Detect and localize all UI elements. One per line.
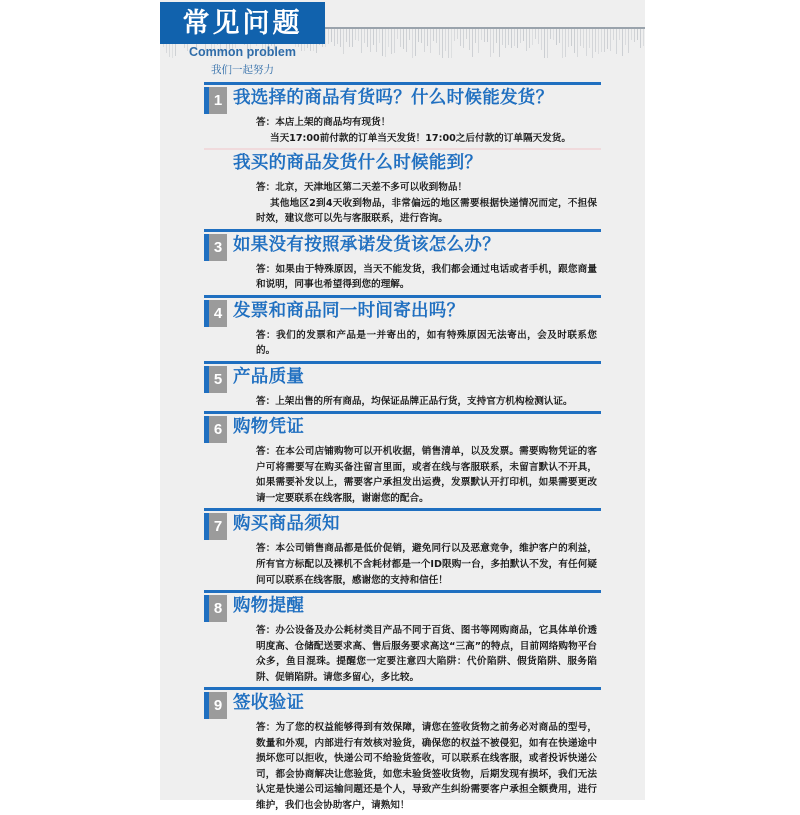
faq-number-badge: 7 [204, 513, 227, 540]
faq-item [160, 411, 645, 506]
faq-question-text: 如果没有按照承诺发货该怎么办？ [233, 234, 500, 255]
faq-answer-body: 当天17:00前付款的订单当天发货！17:00之后付款的订单隔天发货。 [270, 132, 571, 144]
faq-answer-text [204, 262, 601, 293]
faq-number-badge [204, 152, 227, 179]
faq-answer-label: 答： [256, 543, 276, 555]
faq-answer-label: 答： [256, 395, 276, 407]
faq-question-text: 购买商品须知 [233, 514, 340, 535]
faq-question-text: 发票和商品同一时间寄出吗？ [233, 300, 465, 321]
faq-number-badge: 6 [204, 416, 227, 443]
faq-answer-line [256, 328, 597, 359]
faq-answer-line [256, 720, 597, 813]
page-title: 常见问题 [182, 7, 303, 39]
faq-answer-line [256, 180, 597, 196]
faq-answer-label: 答： [256, 625, 276, 637]
faq-question-row[interactable] [182, 413, 623, 443]
faq-answer-line [256, 196, 597, 227]
faq-answer-label: 答： [256, 446, 276, 458]
faq-answer-line [256, 444, 597, 506]
faq-answer-body: 本公司销售商品都是低价促销，避免同行以及恶意竞争，维护客户的利益，所有官方标配以及裸机不含耗材都是一个ID限购一台，多拍默认不发，有任何疑问可以联系在线客服，感谢您的支持和信任！ [256, 543, 598, 586]
faq-question-text: 我选择的商品有货吗？什么时候能发货？ [233, 88, 554, 108]
faq-answer-body: 北京，天津地区第二天差不多可以收到物品！ [275, 182, 468, 194]
faq-answer-body: 我们的发票和产品是一并寄出的，如有特殊原因无法寄出，会及时联系您的。 [256, 329, 598, 357]
faq-question-text: 购物凭证 [233, 417, 305, 438]
faq-answer-text [204, 180, 601, 227]
faq-question-text: 购物提醒 [233, 596, 305, 617]
faq-question-text: 我买的商品发货什么时候能到？ [233, 153, 483, 174]
faq-answer-label: 答： [256, 329, 277, 341]
faq-question-row[interactable] [182, 149, 623, 179]
faq-number-badge: 4 [204, 300, 227, 327]
faq-answer-text [204, 115, 601, 146]
faq-answer-text [204, 720, 601, 813]
page-subtitle-zh: 我们一起努力 [211, 64, 274, 76]
faq-answer-line [256, 541, 597, 588]
faq-item [160, 82, 645, 146]
faq-item [160, 148, 645, 227]
faq-answer-body: 本店上架的商品均有现货！ [275, 117, 391, 128]
page-subtitle-en: Common problem [189, 45, 296, 59]
faq-list [160, 82, 645, 815]
faq-answer-body: 为了您的权益能够得到有效保障，请您在签收货物之前务必对商品的型号，数量和外观，内部进行有效核对验货，确保您的权益不被侵犯，如有在快递途中损坏您可以拒收，快递公司不给验货签收，可以联系在线客服，或者投诉快递公司，都会协商解决让您验货，如您未验货签收货物，后期发现有损坏，我们无法认定是快递公司运输问题还是个人，导致产生纠纷需要客户承担全额费用，进行维护，我们也会协助客户，请熟知！ [256, 722, 598, 811]
faq-answer-label: 答： [256, 722, 276, 734]
faq-question-row[interactable] [182, 363, 623, 393]
faq-answer-text [204, 444, 601, 506]
faq-question-row[interactable] [182, 510, 623, 540]
faq-answer-line [256, 623, 597, 685]
faq-item [160, 590, 645, 685]
faq-answer-label: 答： [256, 117, 276, 128]
faq-question-row[interactable] [182, 592, 623, 622]
faq-number-badge: 3 [204, 234, 227, 261]
faq-answer-body: 如果由于特殊原因，当天不能发货，我们都会通过电话或者手机，跟您商量和说明，同事也希望得到您的理解。 [256, 263, 598, 291]
faq-number-badge: 5 [204, 366, 227, 393]
faq-answer-text [204, 541, 601, 588]
faq-answer-text [204, 328, 601, 359]
faq-question-text: 产品质量 [233, 366, 305, 387]
faq-item [160, 361, 645, 410]
faq-answer-body: 在本公司店铺购物可以开机收据，销售清单，以及发票。需要购物凭证的客户可将需要写在购买备注留言里面，或者在线与客服联系，未留言默认不开具，如果需要补发以上，需要客户承担发出运费，发票默认开打印机，如果需要更改请一定要联系在线客服，谢谢您的配合。 [256, 446, 598, 504]
faq-question-row[interactable] [182, 297, 623, 327]
faq-question-row[interactable] [182, 689, 623, 719]
faq-answer-text [204, 623, 601, 685]
faq-question-row[interactable] [182, 231, 623, 261]
faq-answer-body: 其他地区2到4天收到物品，非常偏远的地区需要根据快递情况而定，不担保时效，建议您可以先与客服联系，进行咨询。 [256, 197, 597, 225]
faq-answer-body: 上架出售的所有商品，均保证品牌正品行货，支持官方机构检测认证。 [275, 395, 573, 407]
faq-answer-line [256, 394, 597, 410]
faq-number-badge: 8 [204, 595, 227, 622]
faq-answer-label: 答： [256, 182, 276, 194]
faq-answer-label: 答： [256, 263, 276, 275]
faq-question-text: 签收验证 [233, 693, 305, 714]
faq-answer-line [256, 115, 597, 131]
faq-item [160, 687, 645, 813]
faq-answer-text [204, 394, 601, 410]
faq-question-row[interactable] [182, 84, 623, 114]
faq-item [160, 295, 645, 359]
faq-item [160, 508, 645, 588]
faq-answer-body: 办公设备及办公耗材类目产品不同于百货、图书等网购商品，它具体单价透明度高、仓储配送要求高、售后服务要求高这“三高”的特点，目前网络购物平台众多，鱼目混珠。提醒您一定要注意四大陷阱：代价陷阱、假货陷阱、服务陷阱、促销陷阱。请您多留心，多比较。 [256, 625, 598, 683]
page-title-box [160, 2, 325, 44]
faq-answer-line [256, 262, 597, 293]
faq-number-badge: 9 [204, 692, 227, 719]
faq-item [160, 229, 645, 293]
faq-number-badge: 1 [204, 87, 227, 114]
faq-answer-line [256, 131, 597, 147]
